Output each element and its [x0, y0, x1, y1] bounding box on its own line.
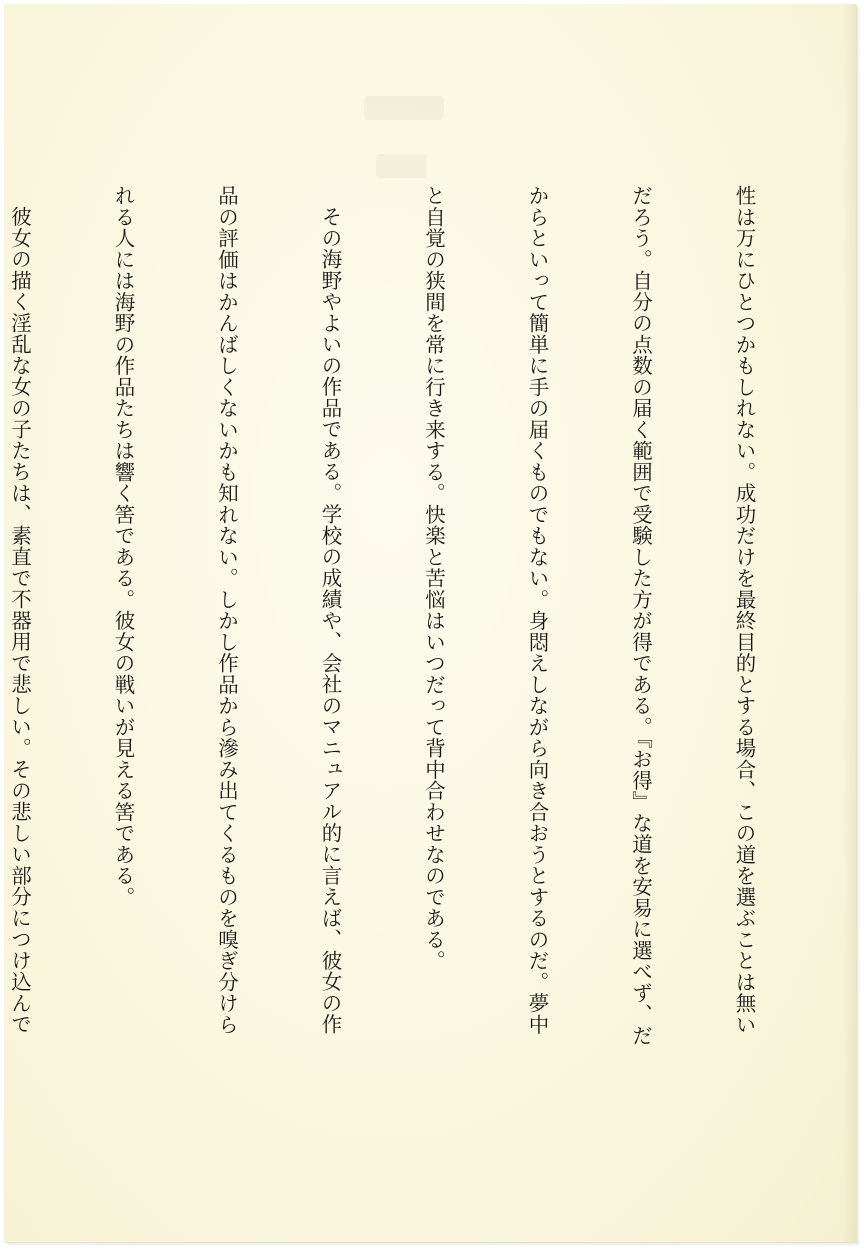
text-line: からといって簡単に手の届くものでもない。身悶えしながら向き合おうとするのだ。夢中	[525, 185, 549, 1035]
book-page	[4, 4, 856, 1242]
text-line: と自覚の狭間を常に行き来する。快楽と苦悩はいつだって背中合わせなのである。	[421, 185, 446, 972]
bleed-through-heading	[364, 96, 444, 120]
text-line: 彼女の描く淫乱な女の子たちは、素直で不器用で悲しい。その悲しい部分につけ込んで	[7, 205, 32, 1035]
vertical-body-text	[4, 185, 830, 1065]
text-line: その海野やよいの作品である。学校の成績や、会社のマニュアル的に言えば、彼女の作	[318, 205, 342, 1035]
text-line: だろう。自分の点数の届く範囲で受験した方が得である。『お得』な道を安易に選べず、だ	[628, 185, 653, 1046]
text-line: れる人には海野の作品たちは響く筈である。彼女の戦いが見える筈である。	[111, 185, 135, 908]
text-line: 性は万にひとつかもしれない。成功だけを最終目的とする場合、この道を選ぶことは無い	[732, 185, 756, 1035]
bleed-through-subheading	[376, 154, 426, 178]
text-line: 品の評価はかんばしくないかも知れない。しかし作品から滲み出てくるものを嗅ぎ分けら	[214, 185, 239, 1035]
